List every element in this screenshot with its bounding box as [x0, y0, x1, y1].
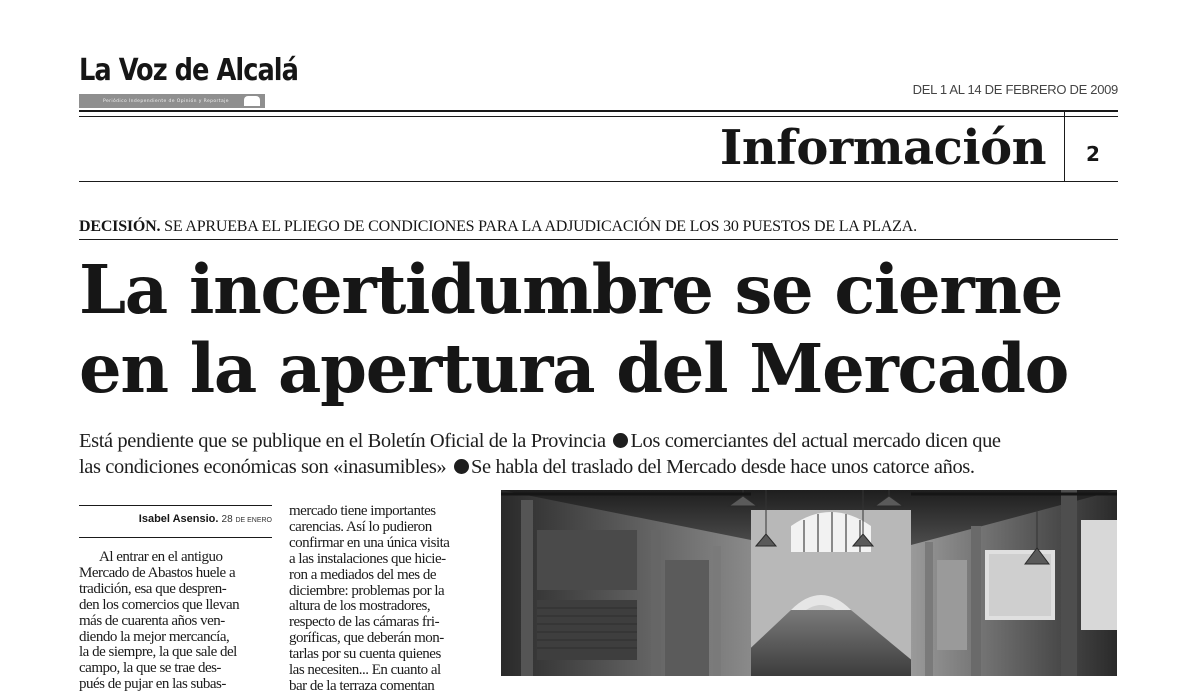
kicker-label: DECISIÓN.: [79, 218, 161, 235]
deck-text: Los comerciantes del actual mercado dicen que: [630, 430, 1001, 452]
body-line: mercado tiene importantes: [289, 503, 436, 519]
bullet-icon: [454, 459, 469, 474]
body-line: altura de los mostradores,: [289, 598, 431, 615]
body-line: la de siempre, la que sale del: [79, 644, 237, 661]
deck-text: Se habla del traslado del Mercado desde hace unos catorce años.: [471, 456, 975, 478]
body-line: den los comercios que llevan: [79, 596, 240, 613]
body-line: diciembre: problemas por la: [289, 582, 445, 599]
headline-line: La incertidumbre se cierne: [79, 250, 1063, 329]
byline-author: Isabel Asensio.: [138, 513, 219, 525]
logo-tagline-bar: [79, 94, 265, 108]
body-line: diendo la mejor mercancía,: [79, 628, 230, 645]
byline-rule-top: [79, 505, 272, 506]
logo-emblem-icon: [244, 96, 260, 106]
headline-line: en la apertura del Mercado: [79, 329, 1069, 408]
body-column-2: [289, 503, 492, 694]
byline: [79, 513, 272, 525]
logo-tagline: Periódico Independiente de Opinión y Reportaje: [103, 98, 229, 104]
body-line: ron a mediados del mes de: [289, 566, 437, 583]
section-divider: [1064, 112, 1065, 181]
body-line: respecto de las cámaras fri-: [289, 614, 440, 631]
section-title: Información: [719, 120, 1046, 176]
masthead-rule-thick: [79, 110, 1118, 112]
body-line: campo, la que se trae des-: [79, 660, 221, 677]
body-line: confirmar en una única visita: [289, 534, 450, 551]
market-interior-photo: [501, 490, 1117, 676]
kicker-text: SE APRUEBA EL PLIEGO DE CONDICIONES PARA LA ADJUDICACIÓN DE LOS 30 PUESTOS DE LA PLAZA.: [164, 218, 917, 235]
body-line: tarlas por su cuenta quienes: [289, 646, 441, 663]
article-deck: [79, 428, 1129, 480]
body-line: las necesiten... En cuanto al: [289, 662, 441, 679]
kicker-rule: [79, 239, 1118, 240]
byline-day: 28: [221, 514, 233, 525]
deck-line: [79, 454, 1129, 480]
byline-month: DE ENERO: [235, 517, 272, 524]
body-line: carencias. Así lo pudieron: [289, 518, 432, 535]
article-kicker: [79, 218, 1119, 236]
newspaper-logo: La Voz de Alcalá: [79, 53, 298, 88]
body-column-1: [79, 549, 272, 693]
deck-text: Está pendiente que se publique en el Boletín Oficial de la Provincia: [79, 430, 606, 452]
section-rule: [79, 181, 1118, 182]
byline-date: [222, 514, 272, 525]
body-line: pués de pujar en las subas-: [79, 676, 226, 693]
body-line: más de cuarenta años ven-: [79, 612, 225, 629]
body-line: a las instalaciones que hicie-: [289, 550, 446, 567]
body-line: tradición, esa que despren-: [79, 580, 227, 597]
issue-date: DEL 1 AL 14 DE FEBRERO DE 2009: [912, 82, 1118, 97]
deck-text: las condiciones económicas son «inasumibles»: [79, 456, 447, 478]
page-number: 2: [1086, 142, 1100, 166]
deck-line: [79, 428, 1129, 454]
body-line: bar de la terraza comentan: [289, 677, 435, 694]
article-headline: [79, 250, 1119, 408]
body-line: goríficas, que deberán mon-: [289, 630, 444, 647]
byline-rule-bottom: [79, 537, 272, 538]
body-line: Mercado de Abastos huele a: [79, 564, 236, 581]
body-line: Al entrar en el antiguo: [99, 549, 223, 565]
bullet-icon: [613, 433, 628, 448]
masthead-rule-thin: [79, 116, 1118, 117]
